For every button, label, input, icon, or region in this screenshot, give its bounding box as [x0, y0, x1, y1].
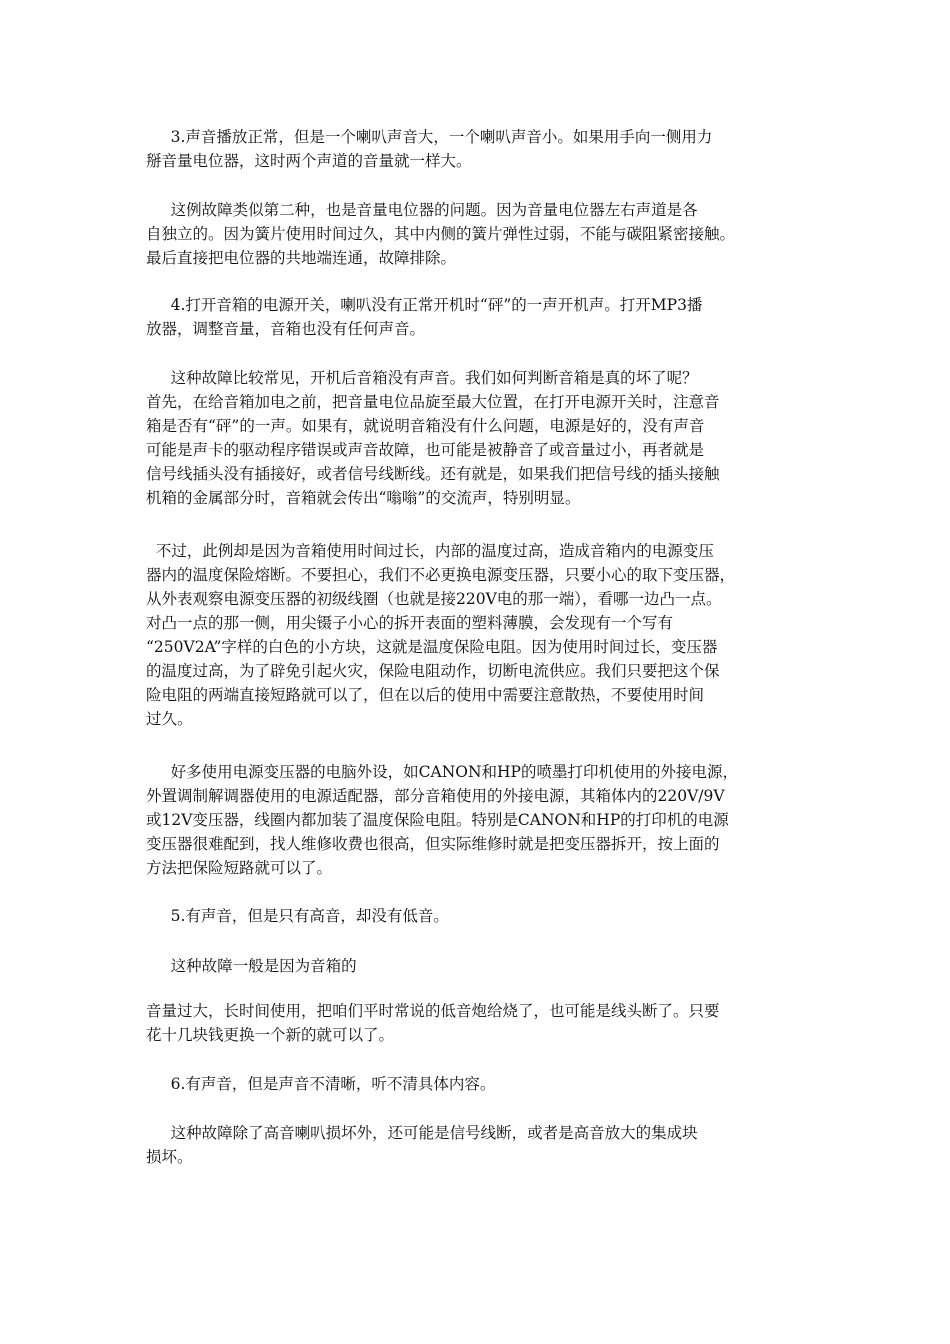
text-line: 机箱的金属部分时，音箱就会传出“嗡嗡”的交流声，特别明显。	[146, 489, 581, 507]
text-line: 或12V变压器，线圈内都加装了温度保险电阻。特别是CANON和HP的打印机的电源	[146, 811, 729, 829]
text-line: 从外表观察电源变压器的初级线圈（也就是接220V电的那一端），看哪一边凸一点。	[146, 590, 722, 608]
text-line: 可能是声卡的驱动程序错误或声音故障，也可能是被静音了或音量过小，再者就是	[146, 441, 705, 459]
paragraph-4	[146, 366, 810, 510]
text-line: 险电阻的两端直接短路就可以了，但在以后的使用中需要注意散热，不要使用时间	[146, 686, 705, 704]
text-line: 过久。	[146, 710, 193, 728]
text-line: 5.有声音，但是只有高音，却没有低音。	[146, 907, 449, 925]
text-line: 方法把保险短路就可以了。	[146, 859, 333, 877]
text-line: 放器，调整音量，音箱也没有任何声音。	[146, 320, 426, 338]
text-line: “250V2A”字样的白色的小方块，这就是温度保险电阻。因为使用时间过长，变压器	[146, 638, 718, 656]
text-line: 6.有声音，但是声音不清晰，听不清具体内容。	[146, 1075, 496, 1093]
text-line: 这例故障类似第二种，也是音量电位器的问题。因为音量电位器左右声道是各	[146, 201, 698, 219]
text-line: 好多使用电源变压器的电脑外设，如CANON和HP的喷墨打印机使用的外接电源，	[146, 763, 738, 781]
paragraph-5	[146, 539, 810, 731]
text-line: 这种故障一般是因为音箱的	[146, 957, 357, 975]
paragraph-10	[146, 1072, 810, 1096]
paragraph-7	[146, 904, 810, 928]
text-line: 箱是否有“砰”的一声。如果有，就说明音箱没有什么问题，电源是好的，没有声音	[146, 417, 705, 435]
text-line: 最后直接把电位器的共地端连通，故障排除。	[146, 249, 457, 267]
text-line: 4.打开音箱的电源开关，喇叭没有正常开机时“砰”的一声开机声。打开MP3播	[146, 296, 703, 314]
paragraph-1	[146, 125, 810, 173]
text-line: 3.声音播放正常，但是一个喇叭声音大，一个喇叭声音小。如果用手向一侧用力	[146, 128, 713, 146]
text-line: 音量过大，长时间使用，把咱们平时常说的低音炮给烧了，也可能是线头断了。只要	[146, 1002, 720, 1020]
paragraph-9	[146, 999, 810, 1047]
paragraph-11	[146, 1121, 810, 1169]
paragraph-8	[146, 954, 810, 978]
text-line: 变压器很难配到，找人维修收费也很高，但实际维修时就是把变压器拆开，按上面的	[146, 835, 720, 853]
text-line: 信号线插头没有插接好，或者信号线断线。还有就是，如果我们把信号线的插头接触	[146, 465, 720, 483]
text-line: 的温度过高，为了辟免引起火灾，保险电阻动作，切断电流供应。我们只要把这个保	[146, 662, 720, 680]
text-line: 这种故障除了高音喇叭损坏外，还可能是信号线断，或者是高音放大的集成块	[146, 1124, 698, 1142]
text-line: 花十几块钱更换一个新的就可以了。	[146, 1026, 395, 1044]
paragraph-3	[146, 293, 810, 341]
text-line: 外置调制解调器使用的电源适配器，部分音箱使用的外接电源，其箱体内的220V/9V	[146, 787, 725, 805]
text-line: 对凸一点的那一侧，用尖镊子小心的拆开表面的塑料薄膜，会发现有一个写有	[146, 614, 674, 632]
text-line: 这种故障比较常见，开机后音箱没有声音。我们如何判断音箱是真的坏了呢？	[146, 369, 698, 387]
paragraph-6	[146, 760, 810, 880]
paragraph-2	[146, 198, 810, 270]
text-line: 损坏。	[146, 1148, 193, 1166]
text-line: 首先，在给音箱加电之前，把音量电位品旋至最大位置，在打开电源开关时，注意音	[146, 393, 720, 411]
text-line: 自独立的。因为簧片使用时间过久，其中内侧的簧片弹性过弱，不能与碳阻紧密接触。	[146, 225, 736, 243]
text-line: 器内的温度保险熔断。不要担心，我们不必更换电源变压器，只要小心的取下变压器，	[146, 566, 736, 584]
text-line: 掰音量电位器，这时两个声道的音量就一样大。	[146, 152, 472, 170]
text-line: 不过，此例却是因为音箱使用时间过长，内部的温度过高，造成音箱内的电源变压	[146, 542, 714, 560]
